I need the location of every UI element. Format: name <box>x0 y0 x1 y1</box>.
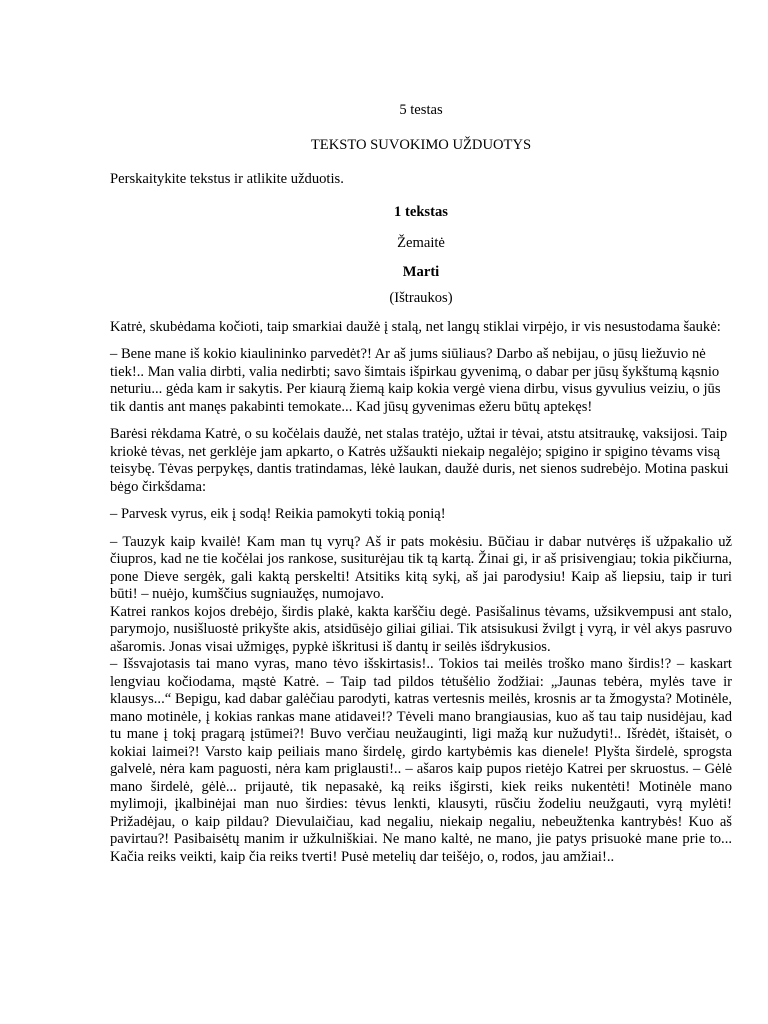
paragraph-6: Katrei rankos kojos drebėjo, širdis plakė, kakta karščiu degė. Pasišalinus tėvams, užsikvempusi ant stalo, parymojo, nusišluostė prikyšte akis, atsidūsėjo giliai giliai. Tik atsisukusi žvilgt į vyrą, ir vėl akys pasruvo ašaromis. Jonas visai užmigęs, pypkė iškritusi iš dantų ir seilės išdrykusios. <box>110 603 732 655</box>
test-number: 5 testas <box>399 102 443 118</box>
work-title: Marti <box>402 263 440 280</box>
paragraph-7: – Išsvajotasis tai mano vyras, mano tėvo išskirtasis!.. Tokios tai meilės troško mano širdis!? – kaskart lengviau kočiodama, mąstė Katrė. – Taip tad pildos tėtušėlio žodžiai: „Jaunas tebėra, mylės tave ir klausys...“ Bepigu, kad dabar galėčiau parodyti, katras vertesnis meilės, krosnis ar ta žmogysta? Motinėle, mano motinėle, į kokias rankas mane atidavei!? Tėveli mano brangiausias, kuo aš tau taip nusidėjau, kad tu mane į tokį pragarą įstūmei?! Buvo verčiau neužauginti, ligi mažą kur nužudyti!.. Išrėdėt, ištaisėt, o kokiai laimei?! Varsto kaip peiliais mano širdelę, girdo kartybėmis kas dienele! Plyšta širdelė, sprogsta galvelė, nėra kam paguosti, nėra kam priglausti!.. – ašaros kaip pupos rietėjo Katrei per skruostus. – Gėlė mano širdelė, gėlė... prijautė, tik nepasakė, ką reiks išgirsti, kiek reiks nukentėti! Motinėle mano mylimoji, įkalbinėjai man nuo širdies: tėvus lenkti, klausyti, rūsčiu žodeliu neužgauti, vyrą mylėti! Prižadėjau, o kaip pildau? Dievulaičiau, kad negaliu, niekaip negaliu, nebeužtenka kantrybės! Kuo aš pavirtau?! Pasibaisėtų manim ir užkulniškiai. Ne mano kaltė, ne mano, jie patys prisuokė mane prie to... Kačia reiks veikti, kaip čia reiks tverti! Pusė metelių dar teišėjo, o, rodos, jau amžiai!.. <box>110 656 732 865</box>
document-page <box>110 102 732 866</box>
instruction-text: Perskaitykite tekstus ir atlikite užduotis. <box>110 171 344 187</box>
section-title: TEKSTO SUVOKIMO UŽDUOTYS <box>310 136 532 153</box>
paragraph-4: – Parvesk vyrus, eik į sodą! Reikia pamokyti tokią ponią! <box>110 506 446 522</box>
paragraph-5: – Tauzyk kaip kvailė! Kam man tų vyrų? Aš ir pats mokėsiu. Būčiau ir dabar nutvėręs iš užpakalio už čiupros, kad ne tie kočėlai jos rankose, susiturėjau tik tą kartą. Žinai gi, ir aš prisivengiau; tokia pikčiurna, pone Dieve sergėk, gali kaktą perskelti! Atsitiks kitą sykį, aš jai parodysiu! Kaip aš liepsiu, taip ir turi būti! – nuėjo, kumščius sugniaužęs, numojavo. <box>110 533 732 602</box>
excerpt-note: (Ištraukos) <box>389 290 453 306</box>
paragraph-3: Barėsi rėkdama Katrė, o su kočėlais daužė, net stalas tratėjo, užtai ir tėvai, atstu atsitraukę, vaksijosi. Taip kriokė tėvas, net gerklėje jam apkarto, o Katrės užšaukti niekaip negalėjo; spigino ir spigino tėvams visą teisybę. Tėvas perpykęs, dantis tratindamas, lėkė laukan, daužė duris, net sienos sudrebėjo. Motina paskui bėgo čirkšdama: <box>110 426 729 495</box>
paragraph-1: Katrė, skubėdama kočioti, taip smarkiai daužė į stalą, net langų stiklai virpėjo, ir vis nesustodama šaukė: <box>110 318 721 335</box>
author-name: Žemaitė <box>397 235 445 251</box>
paragraph-2: – Bene mane iš kokio kiaulininko parvedėt?! Ar aš jums siūliaus? Darbo aš nebijau, o jūsų liežuvio nė tiek!.. Man valia dirbti, valia nedirbti; savo šimtais išpirkau gyvenimą, o dabar per jūsų šykštumą kąsnio neturiu... gėda kam ir sakytis. Per kiaurą žiemą kaip kokia vergė viena dirbu, visus gyvulius veiziu, o jūs tik dantis ant manęs pakabinti temokate... Kad jūsų gyvenimas ežeru būtų aptekęs! <box>110 346 721 415</box>
text-label: 1 tekstas <box>394 203 448 220</box>
